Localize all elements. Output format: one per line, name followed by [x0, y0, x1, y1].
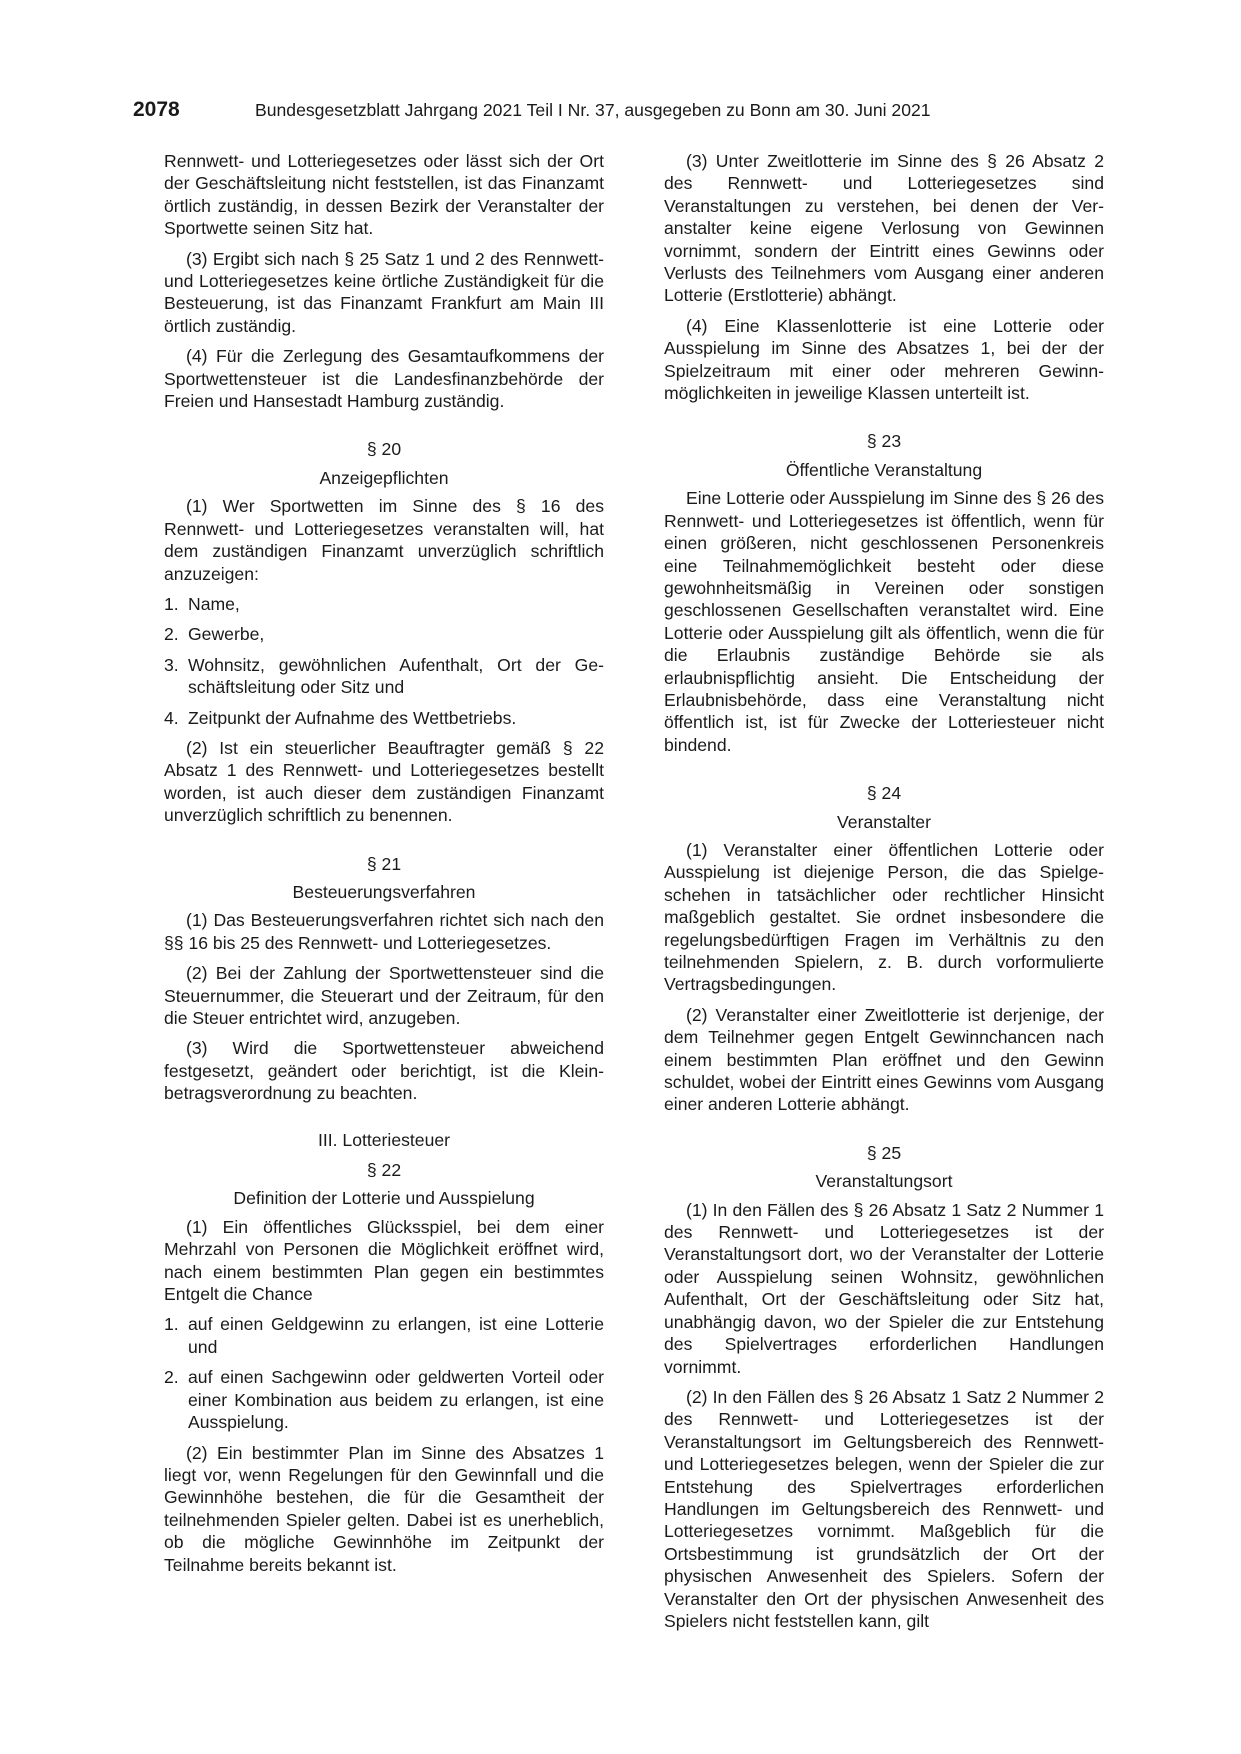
paragraph: (4) Für die Zerlegung des Gesamtaufkommens der Sportwettensteuer ist die Landesfinanzbehörde der Freien und Hansestadt Hamburg zuständig. — [164, 346, 604, 412]
paragraph: (1) In den Fällen des § 26 Absatz 1 Satz 2 Nummer 1 des Rennwett- und Lotteriegesetzes ist der Veranstaltungsort dort, wo der Veranstalter der Lotterie oder Ausspielung seinen Wohnsitz, gewöhnlichen Aufenthalt, Ort der Geschäftsleitung oder Sitz hat, unabhängig davon, wo der Spieler die zur Entstehung des Spielvertrages erforderlichen Handlungen vornimmt. — [664, 1199, 1104, 1377]
list-number: 2. — [164, 624, 179, 645]
section-title: Veranstalter — [837, 811, 931, 832]
list-number: 2. — [164, 1367, 179, 1388]
paragraph: (2) Bei der Zahlung der Sportwettensteuer sind die Steuernummer, die Steuerart und der Zeitraum, für den die Steuer entrichtet wird, anzugeben. — [164, 963, 604, 1028]
gazette-header-line: Bundesgesetzblatt Jahrgang 2021 Teil I Nr. 37, ausgegeben zu Bonn am 30. Juni 2021 — [255, 100, 931, 120]
page-header — [133, 98, 1113, 128]
list-text: auf einen Geldgewinn zu erlangen, ist eine Lotterie und — [188, 1314, 604, 1357]
list-text: Wohnsitz, gewöhnlichen Aufenthalt, Ort der Geschäftsleitung oder Sitz und — [188, 654, 604, 698]
paragraph: (2) Ist ein steuerlicher Beauftragter gemäß § 22 Absatz 1 des Rennwett- und Lotteriegesetzes bestellt worden, ist auch dieser dem zuständigen Finanzamt unverzüglich schriftlich zu benennen. — [164, 737, 604, 826]
right-column — [664, 150, 1104, 1640]
left-column — [164, 150, 604, 1584]
paragraph: (3) Unter Zweitlotterie im Sinne des § 26 Absatz 2 des Rennwett- und Lotteriegesetzes sind Veranstaltungen zu verstehen, bei denen der Veranstalter keine eigene Verlosung von Gewinnen vornimmt, sondern der Eintritt eines Gewinns oder Verlusts des Teilnehmers vom Ausgang einer anderen Lotterie (Erstlotterie) abhängt. — [664, 151, 1104, 306]
list-item — [164, 623, 604, 645]
list-number: 1. — [164, 1314, 179, 1335]
paragraph: (1) Das Besteuerungsverfahren richtet sich nach den §§ 16 bis 25 des Rennwett- und Lotteriegesetzes. — [164, 910, 604, 953]
paragraph: Eine Lotterie oder Ausspielung im Sinne des § 26 des Rennwett- und Lotteriegesetzes ist öffentlich, wenn für einen größeren, nicht geschlossenen Personenkreis eine Teilnahmemöglichkeit besteht oder diese gewohnheitsmäßig in Vereinen oder sonstigen geschlossenen Gesellschaften veranstaltet wird. Eine Lotterie oder Ausspielung gilt als öffentlich, wenn die für die Erlaubnis zuständige Behörde sie als erlaubnispflichtig ansieht. Die Entscheidung der Erlaubnisbehörde, dass eine Veranstaltung nicht öffentlich ist, ist für Zwecke der Lotteriesteuer nicht bindend. — [664, 488, 1104, 755]
list-number: 4. — [164, 707, 179, 728]
paragraph: (3) Ergibt sich nach § 25 Satz 1 und 2 des Rennwett- und Lotteriegesetzes keine örtliche Zuständigkeit für die Besteuerung, ist das Finanzamt Frankfurt am Main III örtlich zuständig. — [164, 248, 604, 336]
section-title: Definition der Lotterie und Ausspielung — [233, 1188, 535, 1209]
list-text: Gewerbe, — [188, 624, 265, 645]
list-item — [164, 654, 604, 699]
section-number: § 22 — [366, 1160, 402, 1181]
section-number: § 25 — [866, 1142, 902, 1163]
section-title: Anzeigepflichten — [319, 467, 449, 488]
paragraph: (1) Ein öffentliches Glücksspiel, bei dem einer Mehrzahl von Personen die Möglichkeit eröffnet wird, nach einem bestimmten Plan gegen ein bestimmtes Entgelt die Chance — [164, 1216, 604, 1305]
list-item — [164, 1313, 604, 1358]
section-title: Veranstaltungsort — [815, 1171, 953, 1192]
section-number: § 23 — [866, 431, 902, 452]
numbered-list — [164, 1313, 604, 1433]
list-text: Name, — [188, 593, 240, 614]
list-item — [164, 1366, 604, 1433]
section-number: § 24 — [866, 783, 902, 804]
list-item — [164, 707, 604, 729]
list-number: 1. — [164, 593, 179, 614]
paragraph: (1) Veranstalter einer öffentlichen Lotterie oder Ausspielung ist diejenige Person, die das Spielgeschehen in tatsächlicher oder rechtlicher Hinsicht maßgeblich gestaltet. Sie ordnet insbesondere die regelungsbedürftigen Fragen im Verhältnis zu den teilnehmenden Spielern, z. B. durch vorformulierte Vertragsbedingungen. — [664, 839, 1104, 995]
paragraph: (2) Veranstalter einer Zweitlotterie ist derjenige, der dem Teilnehmer gegen Entgelt Gewinnchancen nach einem bestimmten Plan eröffnet und den Gewinn schuldet, wobei der Eintritt eines Gewinns vom Ausgang einer anderen Lotterie abhängt. — [664, 1004, 1104, 1115]
paragraph: (4) Eine Klassenlotterie ist eine Lotterie oder Ausspielung im Sinne des Absatzes 1, bei der der Spielzeitraum mit einer oder mehreren Gewinnmöglichkeiten in jeweilige Klassen unterteilt ist. — [664, 315, 1104, 404]
section-title: Öffentliche Veranstaltung — [785, 459, 983, 480]
list-number: 3. — [164, 654, 179, 675]
page-number: 2078 — [133, 98, 180, 121]
paragraph: (3) Wird die Sportwettensteuer abweichend festgesetzt, geändert oder berichtigt, ist die Kleinbetragsverordnung zu beachten. — [164, 1038, 604, 1104]
paragraph: Rennwett- und Lotteriegesetzes oder lässt sich der Ort der Geschäftsleitung nicht feststellen, ist das Finanzamt örtlich zuständig, in dessen Bezirk der Veranstalter der Sportwette seinen Sitz hat. — [164, 151, 604, 239]
part-heading: III. Lotteriesteuer — [317, 1129, 451, 1150]
paragraph: (2) In den Fällen des § 26 Absatz 1 Satz 2 Nummer 2 des Rennwett- und Lotteriegesetzes ist der Veranstaltungsort im Geltungsbereich des Rennwett- und Lotteriegesetzes belegen, wenn der Spieler die zur Entstehung des Spielvertrages erforderlichen Handlungen im Geltungsbereich des Rennwett- und Lotteriegesetzes vornimmt. Maßgeblich für die Ortsbestimmung ist grundsätzlich der Ort der physischen Anwesenheit des Spielers. Sofern der Veranstalter den Ort der physischen Anwesenheit des Spielers nicht feststellen kann, gilt — [664, 1386, 1104, 1631]
numbered-list — [164, 593, 604, 729]
list-item — [164, 593, 604, 615]
paragraph: (2) Ein bestimmter Plan im Sinne des Absatzes 1 liegt vor, wenn Regelungen für den Gewinnfall und die Gewinnhöhe bestehen, die für die Gesamtheit der teilnehmenden Spieler gelten. Dabei ist es unerheblich, ob die mögliche Gewinnhöhe im Zeitpunkt der Teilnahme bereits bekannt ist. — [164, 1442, 604, 1575]
paragraph: (1) Wer Sportwetten im Sinne des § 16 des Rennwett- und Lotteriegesetzes veranstalten will, hat dem zuständigen Finanzamt unverzüglich schriftlich anzuzeigen: — [164, 496, 604, 584]
list-text: auf einen Sachgewinn oder geldwerten Vorteil oder einer Kombination aus beidem zu erlangen, ist eine Ausspielung. — [188, 1367, 604, 1433]
list-text: Zeitpunkt der Aufnahme des Wettbetriebs. — [188, 707, 517, 728]
section-number: § 21 — [366, 853, 402, 874]
section-number: § 20 — [366, 439, 402, 460]
section-title: Besteuerungsverfahren — [292, 881, 476, 902]
